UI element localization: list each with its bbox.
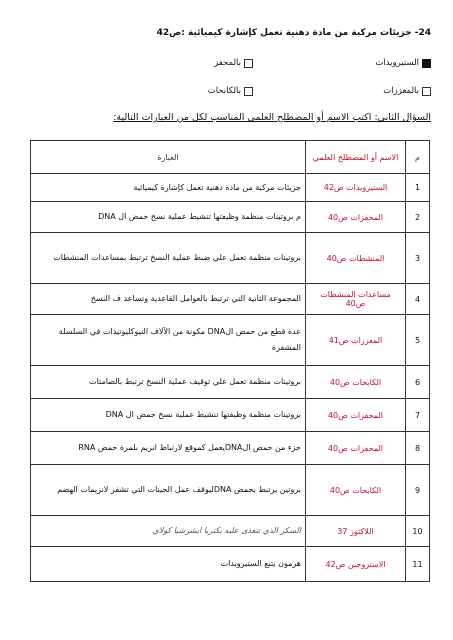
header-statement: العبارة [31, 141, 306, 174]
option-repressors[interactable] [208, 86, 253, 96]
checkbox-icon[interactable] [244, 59, 253, 68]
row-term: المحفزات ص40 [306, 202, 406, 233]
question-title: 24- جزيئات مركبة من مادة دهنية تعمل كإشارة كيميائية :ص42 [156, 28, 431, 38]
section-title: السؤال الثاني: اكتب الاسم أو المصطلح العلمي المناسب لكل من العبارات التالية: [113, 112, 431, 123]
option-enhancers[interactable] [383, 86, 431, 96]
option-label: بالكابحات [207, 86, 241, 96]
row-num: 1 [406, 174, 430, 202]
table-header-row [31, 141, 430, 174]
row-statement: السكر الذي تتغذى عليه بكتريا ايشرشيا كولاي [31, 516, 306, 547]
row-term: المنشطات ص40 [306, 233, 406, 284]
header-num: م [406, 141, 430, 174]
row-statement: جزيئات مركبة من مادة دهنية تعمل كإشارة كيميائية [31, 174, 306, 202]
table-row [31, 202, 430, 233]
option-label: الستيرويدات [375, 58, 419, 68]
header-term: الاسم أو المصطلح العلمي [306, 141, 406, 174]
row-term: مساعدات المنشطات ص40 [306, 284, 406, 315]
table-row [31, 315, 430, 366]
row-num: 10 [406, 516, 430, 547]
row-num: 2 [406, 202, 430, 233]
table-row [31, 233, 430, 284]
row-term: الكابحات ص40 [306, 366, 406, 399]
row-num: 11 [406, 547, 430, 582]
option-label: بالمعززات [383, 86, 419, 96]
row-term: الاستروجين ص42 [306, 547, 406, 582]
row-num: 3 [406, 233, 430, 284]
table-row [31, 174, 430, 202]
row-num: 6 [406, 366, 430, 399]
row-term: الكابحات ص40 [306, 465, 406, 516]
row-statement: بروتين يرتبط بحمض DNAليوقف عمل الجينات التي تشفر لانزيمات الهضم [31, 465, 306, 516]
row-term: الستيرويدات ص42 [306, 174, 406, 202]
row-statement: المجموعة الثانية التي ترتبط بالعوامل القاعدية وتساعد ف النسخ [31, 284, 306, 315]
table-row [31, 399, 430, 432]
table-row [31, 432, 430, 465]
row-statement: جزء من حمض الDNAيعمل كموقع لارتباط انزيم بلمرة حمض RNA [31, 432, 306, 465]
table-row [31, 547, 430, 582]
option-label: بالمحفز [214, 58, 241, 68]
row-num: 7 [406, 399, 430, 432]
row-statement: عدة قطع من حمض الDNA مكونة من الآلاف النيوكليوتيدات في السلسلة المشفرة [31, 315, 306, 366]
option-steroids[interactable] [375, 58, 431, 68]
table-row [31, 465, 430, 516]
row-term: اللاكتوز 37 [306, 516, 406, 547]
row-num: 4 [406, 284, 430, 315]
row-num: 8 [406, 432, 430, 465]
row-statement: هرمون يتبع الستيرويدات [31, 547, 306, 582]
row-term: المحفزات ص40 [306, 432, 406, 465]
row-statement: م بروتينات منظمة وظيفتها تنشيط عملية نسخ حمض ال DNA [31, 202, 306, 233]
checkbox-checked-icon[interactable] [422, 59, 431, 68]
option-promoter[interactable] [214, 58, 253, 68]
row-term: المحفزات ص40 [306, 399, 406, 432]
checkbox-icon[interactable] [244, 87, 253, 96]
row-num: 5 [406, 315, 430, 366]
answers-table [30, 140, 430, 582]
row-statement: بروتينات منظمة تعمل علي توقيف عملية النسخ ترتبط بالصامتات [31, 366, 306, 399]
table-row [31, 516, 430, 547]
table-row [31, 366, 430, 399]
row-statement: بروتينات منظمة تعمل علي ضبط عملية النسخ ترتبط بمساعدات المنشطات [31, 233, 306, 284]
checkbox-icon[interactable] [422, 87, 431, 96]
row-term: المعززات ص41 [306, 315, 406, 366]
table-row [31, 284, 430, 315]
row-num: 9 [406, 465, 430, 516]
row-statement: بروتينات منظمة وظيفتها تنشيط عملية نسخ حمض ال DNA [31, 399, 306, 432]
